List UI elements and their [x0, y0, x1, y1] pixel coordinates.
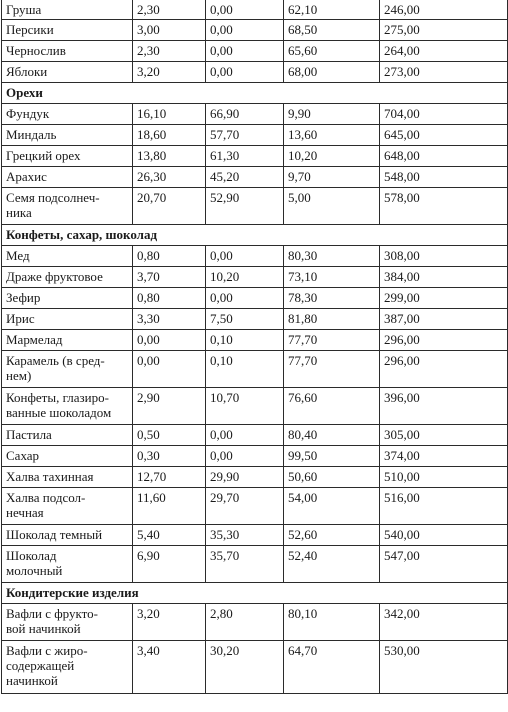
table-row	[2, 425, 508, 446]
fat-cell: 29,90	[206, 467, 284, 488]
protein-cell: 13,80	[133, 146, 206, 167]
table-row	[2, 125, 508, 146]
protein-cell: 0,00	[133, 330, 206, 351]
fat-cell: 30,20	[206, 641, 284, 694]
protein-cell: 2,30	[133, 41, 206, 62]
fat-cell: 0,00	[206, 246, 284, 267]
table-row	[2, 351, 508, 388]
protein-cell: 11,60	[133, 488, 206, 525]
table-row	[2, 146, 508, 167]
product-name-cell: Яблоки	[2, 62, 133, 83]
carbohydrate-cell: 68,00	[284, 62, 380, 83]
calories-cell: 530,00	[380, 641, 508, 694]
table-row	[2, 309, 508, 330]
calories-cell: 396,00	[380, 388, 508, 425]
product-name-cell: Семя подсолнеч- ника	[2, 188, 133, 225]
fat-cell: 7,50	[206, 309, 284, 330]
carbohydrate-cell: 68,50	[284, 20, 380, 41]
fat-cell: 0,00	[206, 425, 284, 446]
calories-cell: 296,00	[380, 330, 508, 351]
protein-cell: 6,90	[133, 546, 206, 583]
protein-cell: 2,30	[133, 0, 206, 20]
table-row	[2, 288, 508, 309]
table-row	[2, 525, 508, 546]
product-name-cell: Чернослив	[2, 41, 133, 62]
carbohydrate-cell: 80,10	[284, 604, 380, 641]
calories-cell: 645,00	[380, 125, 508, 146]
section-header-row	[2, 225, 508, 246]
carbohydrate-cell: 76,60	[284, 388, 380, 425]
product-name-cell: Вафли с жиро- содержащей начинкой	[2, 641, 133, 694]
table-row	[2, 188, 508, 225]
protein-cell: 26,30	[133, 167, 206, 188]
fat-cell: 29,70	[206, 488, 284, 525]
product-name-cell: Груша	[2, 0, 133, 20]
protein-cell: 5,40	[133, 525, 206, 546]
fat-cell: 0,00	[206, 446, 284, 467]
product-name-cell: Грецкий орех	[2, 146, 133, 167]
fat-cell: 35,30	[206, 525, 284, 546]
product-name-cell: Карамель (в сред- нем)	[2, 351, 133, 388]
carbohydrate-cell: 65,60	[284, 41, 380, 62]
table-row	[2, 0, 508, 20]
calories-cell: 296,00	[380, 351, 508, 388]
fat-cell: 57,70	[206, 125, 284, 146]
calories-cell: 516,00	[380, 488, 508, 525]
carbohydrate-cell: 73,10	[284, 267, 380, 288]
protein-cell: 3,20	[133, 62, 206, 83]
table-row	[2, 20, 508, 41]
calories-cell: 275,00	[380, 20, 508, 41]
carbohydrate-cell: 9,90	[284, 104, 380, 125]
section-header: Орехи	[2, 83, 508, 104]
calories-cell: 273,00	[380, 62, 508, 83]
protein-cell: 3,30	[133, 309, 206, 330]
fat-cell: 2,80	[206, 604, 284, 641]
protein-cell: 3,20	[133, 604, 206, 641]
table-row	[2, 62, 508, 83]
table-row	[2, 488, 508, 525]
table-row	[2, 104, 508, 125]
protein-cell: 3,70	[133, 267, 206, 288]
table-row	[2, 41, 508, 62]
product-name-cell: Сахар	[2, 446, 133, 467]
calories-cell: 578,00	[380, 188, 508, 225]
product-name-cell: Зефир	[2, 288, 133, 309]
table-row	[2, 446, 508, 467]
section-header-row	[2, 83, 508, 104]
carbohydrate-cell: 52,60	[284, 525, 380, 546]
section-header-row	[2, 583, 508, 604]
calories-cell: 246,00	[380, 0, 508, 20]
section-header: Кондитерские изделия	[2, 583, 508, 604]
carbohydrate-cell: 5,00	[284, 188, 380, 225]
fat-cell: 45,20	[206, 167, 284, 188]
carbohydrate-cell: 52,40	[284, 546, 380, 583]
protein-cell: 16,10	[133, 104, 206, 125]
product-name-cell: Миндаль	[2, 125, 133, 146]
calories-cell: 342,00	[380, 604, 508, 641]
carbohydrate-cell: 80,40	[284, 425, 380, 446]
calories-cell: 548,00	[380, 167, 508, 188]
fat-cell: 10,70	[206, 388, 284, 425]
section-header: Конфеты, сахар, шоколад	[2, 225, 508, 246]
table-row	[2, 604, 508, 641]
product-name-cell: Вафли с фрукто- вой начинкой	[2, 604, 133, 641]
protein-cell: 12,70	[133, 467, 206, 488]
calories-cell: 704,00	[380, 104, 508, 125]
table-row	[2, 388, 508, 425]
protein-cell: 0,50	[133, 425, 206, 446]
product-name-cell: Халва тахинная	[2, 467, 133, 488]
protein-cell: 0,80	[133, 246, 206, 267]
carbohydrate-cell: 77,70	[284, 330, 380, 351]
product-name-cell: Мед	[2, 246, 133, 267]
product-name-cell: Мармелад	[2, 330, 133, 351]
carbohydrate-cell: 80,30	[284, 246, 380, 267]
carbohydrate-cell: 81,80	[284, 309, 380, 330]
calories-cell: 510,00	[380, 467, 508, 488]
fat-cell: 35,70	[206, 546, 284, 583]
table-row	[2, 167, 508, 188]
calories-cell: 308,00	[380, 246, 508, 267]
calories-cell: 305,00	[380, 425, 508, 446]
protein-cell: 2,90	[133, 388, 206, 425]
nutrition-table	[1, 0, 508, 694]
protein-cell: 20,70	[133, 188, 206, 225]
table-row	[2, 467, 508, 488]
carbohydrate-cell: 99,50	[284, 446, 380, 467]
table-row	[2, 246, 508, 267]
table-row	[2, 330, 508, 351]
carbohydrate-cell: 62,10	[284, 0, 380, 20]
calories-cell: 547,00	[380, 546, 508, 583]
fat-cell: 0,00	[206, 62, 284, 83]
calories-cell: 374,00	[380, 446, 508, 467]
carbohydrate-cell: 77,70	[284, 351, 380, 388]
product-name-cell: Пастила	[2, 425, 133, 446]
product-name-cell: Персики	[2, 20, 133, 41]
carbohydrate-cell: 78,30	[284, 288, 380, 309]
fat-cell: 10,20	[206, 267, 284, 288]
table-row	[2, 267, 508, 288]
product-name-cell: Арахис	[2, 167, 133, 188]
product-name-cell: Фундук	[2, 104, 133, 125]
product-name-cell: Шоколад молочный	[2, 546, 133, 583]
carbohydrate-cell: 10,20	[284, 146, 380, 167]
table-row	[2, 546, 508, 583]
protein-cell: 3,00	[133, 20, 206, 41]
carbohydrate-cell: 54,00	[284, 488, 380, 525]
fat-cell: 0,00	[206, 20, 284, 41]
fat-cell: 61,30	[206, 146, 284, 167]
fat-cell: 0,00	[206, 288, 284, 309]
carbohydrate-cell: 9,70	[284, 167, 380, 188]
product-name-cell: Ирис	[2, 309, 133, 330]
calories-cell: 648,00	[380, 146, 508, 167]
product-name-cell: Халва подсол- нечная	[2, 488, 133, 525]
calories-cell: 264,00	[380, 41, 508, 62]
table-row	[2, 641, 508, 694]
carbohydrate-cell: 64,70	[284, 641, 380, 694]
protein-cell: 0,00	[133, 351, 206, 388]
protein-cell: 3,40	[133, 641, 206, 694]
protein-cell: 0,30	[133, 446, 206, 467]
protein-cell: 18,60	[133, 125, 206, 146]
product-name-cell: Шоколад темный	[2, 525, 133, 546]
calories-cell: 299,00	[380, 288, 508, 309]
protein-cell: 0,80	[133, 288, 206, 309]
fat-cell: 0,00	[206, 41, 284, 62]
fat-cell: 66,90	[206, 104, 284, 125]
calories-cell: 540,00	[380, 525, 508, 546]
fat-cell: 0,10	[206, 330, 284, 351]
carbohydrate-cell: 50,60	[284, 467, 380, 488]
carbohydrate-cell: 13,60	[284, 125, 380, 146]
nutrition-table-body	[2, 0, 508, 694]
calories-cell: 387,00	[380, 309, 508, 330]
calories-cell: 384,00	[380, 267, 508, 288]
fat-cell: 0,00	[206, 0, 284, 20]
product-name-cell: Драже фруктовое	[2, 267, 133, 288]
fat-cell: 0,10	[206, 351, 284, 388]
product-name-cell: Конфеты, глазиро- ванные шоколадом	[2, 388, 133, 425]
fat-cell: 52,90	[206, 188, 284, 225]
